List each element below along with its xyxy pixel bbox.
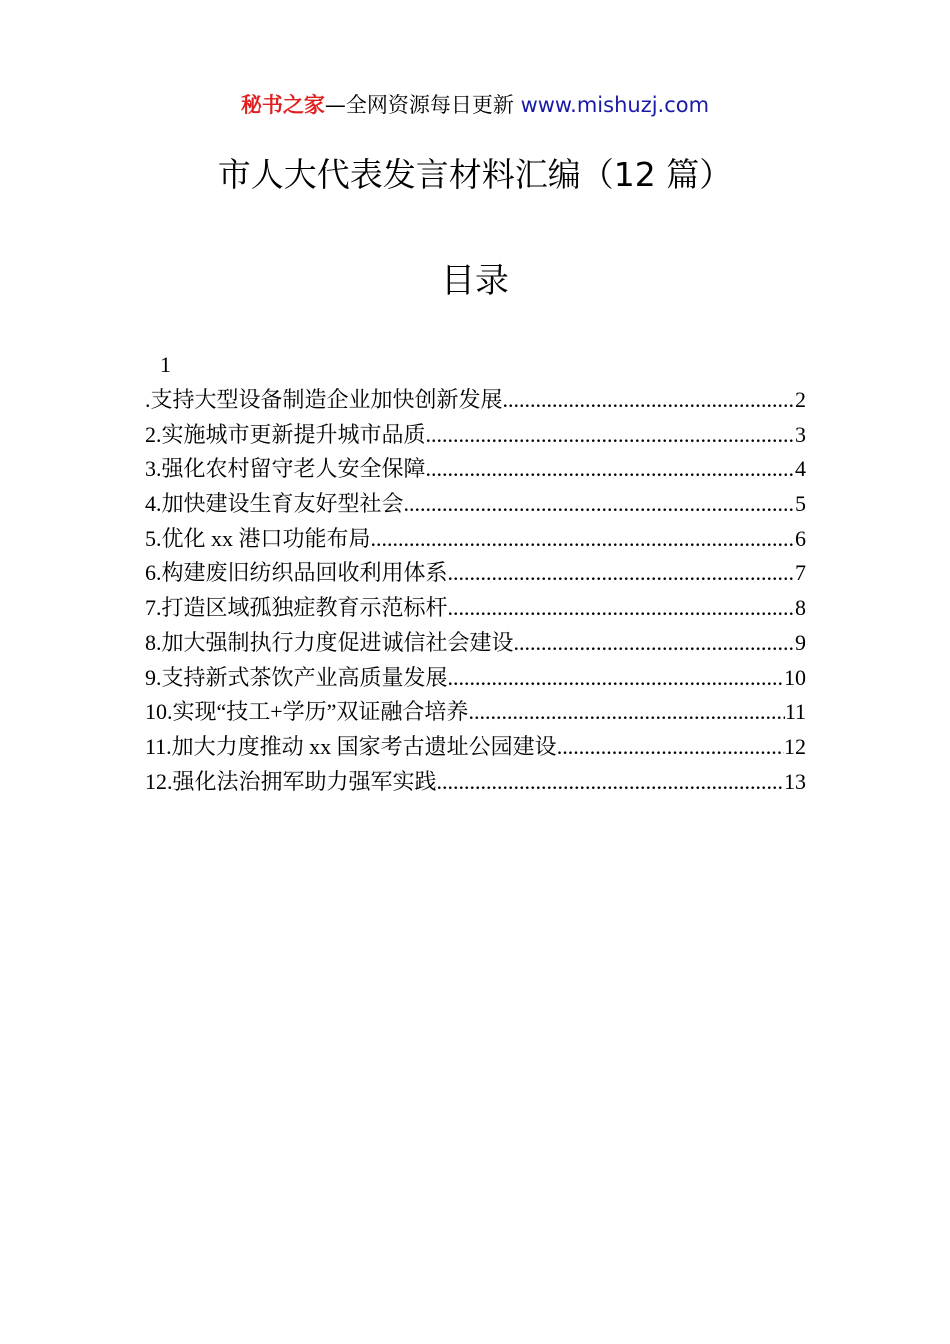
toc-dot-leader <box>448 591 795 626</box>
toc-entry[interactable] <box>145 730 806 765</box>
toc-page-number: 5 <box>795 491 806 517</box>
toc-entry-title: 8.加大强制执行力度促进诚信社会建设 <box>145 629 514 655</box>
toc-entry[interactable] <box>145 626 806 661</box>
toc-entry-title: 12.强化法治拥军助力强军实践 <box>145 768 437 794</box>
toc-entry-title: .支持大型设备制造企业加快创新发展 <box>145 387 503 412</box>
toc-page-number: 4 <box>795 456 806 482</box>
toc-dot-leader <box>514 626 795 661</box>
toc-page-number: 9 <box>795 629 806 655</box>
toc-entry-title: 3.强化农村留守老人安全保障 <box>145 456 426 482</box>
toc-entry-title: 10.实现“技工+学历”双证融合培养 <box>145 699 469 725</box>
toc-entry[interactable] <box>145 661 806 696</box>
toc-entry[interactable] <box>145 591 806 626</box>
toc-dot-leader <box>426 418 795 453</box>
website-link[interactable]: www.mishuzj.com <box>520 93 710 117</box>
toc-dot-leader <box>448 556 795 591</box>
toc-page-number: 3 <box>795 421 806 447</box>
toc-dot-leader <box>448 661 784 696</box>
toc-page-number: 8 <box>795 595 806 621</box>
brand-name: 秘书之家 <box>240 93 325 117</box>
toc-entry[interactable] <box>145 695 806 730</box>
toc-page-number: 12 <box>784 733 806 759</box>
header-banner <box>0 88 950 122</box>
toc-dot-leader <box>426 452 795 487</box>
toc-entry[interactable] <box>145 765 806 800</box>
toc-page-number: 6 <box>795 525 806 551</box>
toc-heading: 目录 <box>441 261 509 301</box>
toc-dot-leader <box>437 765 784 800</box>
toc-dot-leader <box>557 730 784 765</box>
toc-entry-title: 11.加大力度推动 xx 国家考古遗址公园建设 <box>145 733 557 759</box>
toc-dot-leader <box>404 487 795 522</box>
toc-page-number: 11 <box>784 699 806 725</box>
toc-entry[interactable] <box>145 522 806 557</box>
toc-first-number: 1 <box>160 352 171 377</box>
toc-entry[interactable] <box>145 418 806 453</box>
toc-entry[interactable] <box>145 556 806 591</box>
toc-page-number: 2 <box>795 387 806 412</box>
toc-entry-title: 7.打造区域孤独症教育示范标杆 <box>145 595 448 621</box>
toc-entry[interactable] <box>145 452 806 487</box>
toc-entry-title: 5.优化 xx 港口功能布局 <box>145 525 371 551</box>
toc-entry-title: 2.实施城市更新提升城市品质 <box>145 421 426 447</box>
toc-dot-leader <box>503 383 795 418</box>
toc-entry-title: 9.支持新式茶饮产业高质量发展 <box>145 664 448 690</box>
toc-dot-leader <box>371 522 795 557</box>
toc-entry-title: 6.构建废旧纺织品回收利用体系 <box>145 560 448 586</box>
table-of-contents <box>145 383 806 799</box>
document-title: 市人大代表发言材料汇编（12 篇） <box>217 155 733 194</box>
toc-entry-title: 4.加快建设生育友好型社会 <box>145 491 404 517</box>
toc-page-number: 13 <box>784 768 806 794</box>
toc-page-number: 10 <box>784 664 806 690</box>
header-tagline: —全网资源每日更新 <box>324 93 521 117</box>
toc-dot-leader <box>468 695 784 730</box>
toc-entry[interactable] <box>145 383 806 418</box>
toc-page-number: 7 <box>795 560 806 586</box>
toc-entry[interactable] <box>145 487 806 522</box>
